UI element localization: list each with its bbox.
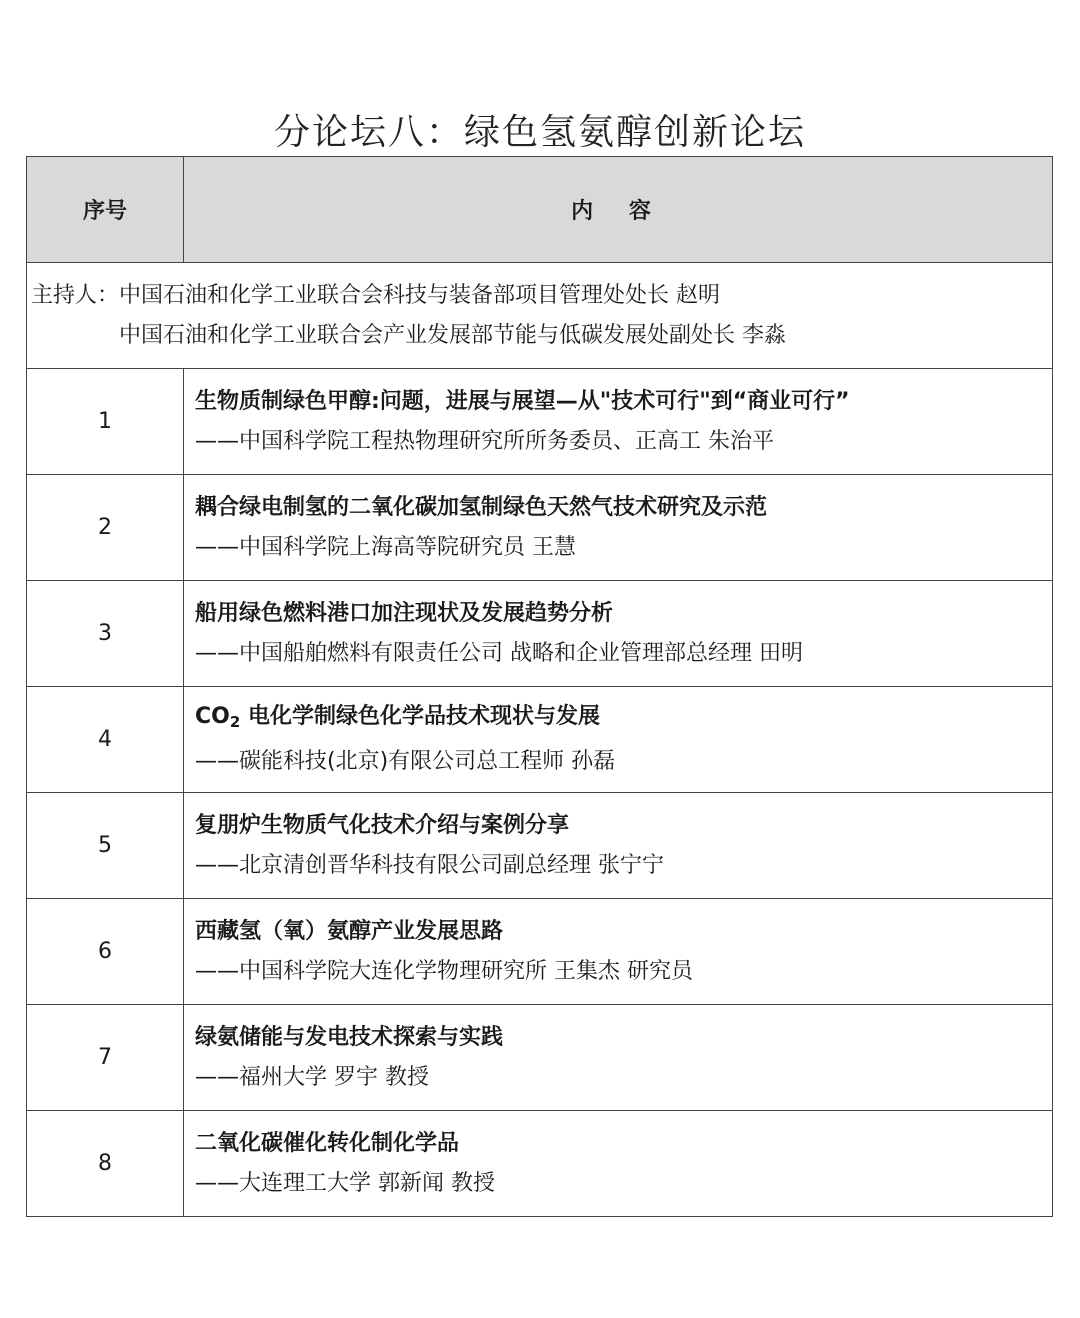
row-number: 2 xyxy=(27,475,184,581)
page-title: 分论坛八：绿色氢氨醇创新论坛 xyxy=(273,112,806,153)
talk-title: 二氧化碳催化转化制化学品 xyxy=(195,1130,460,1156)
row-number: 4 xyxy=(27,687,184,793)
schedule-table xyxy=(26,156,1053,1217)
row-number: 1 xyxy=(27,369,184,475)
talk-title-subscript: 2 xyxy=(229,713,241,731)
column-header-number: 序号 xyxy=(27,157,184,263)
row-content xyxy=(184,1111,1053,1217)
table-row xyxy=(27,369,1053,475)
talk-title: 船用绿色燃料港口加注现状及发展趋势分析 xyxy=(195,600,614,626)
host-line-2: 中国石油和化学工业联合会产业发展部节能与低碳发展处副处长 李淼 xyxy=(119,322,787,348)
talk-speaker: ——福州大学 罗宇 教授 xyxy=(195,1064,429,1090)
row-number: 6 xyxy=(27,899,184,1005)
talk-speaker: ——中国科学院工程热物理研究所所务委员、正高工 朱治平 xyxy=(195,428,774,454)
row-number: 7 xyxy=(27,1005,184,1111)
row-number: 8 xyxy=(27,1111,184,1217)
column-header-content: 内 容 xyxy=(184,157,1053,263)
row-content xyxy=(184,369,1053,475)
talk-title-text: 电化学制绿色化学品技术现状与发展 xyxy=(240,704,600,729)
talk-title: 西藏氢（氧）氨醇产业发展思路 xyxy=(195,918,504,944)
talk-title: 生物质制绿色甲醇:问题，进展与展望—从"技术可行"到“商业可行” xyxy=(195,388,850,414)
talk-speaker: ——大连理工大学 郭新闻 教授 xyxy=(195,1170,495,1196)
table-row xyxy=(27,1111,1053,1217)
talk-speaker: ——北京清创晋华科技有限公司副总经理 张宁宁 xyxy=(195,852,664,878)
row-number: 5 xyxy=(27,793,184,899)
talk-speaker: ——中国科学院大连化学物理研究所 王集杰 研究员 xyxy=(195,958,693,984)
row-content xyxy=(184,1005,1053,1111)
row-content xyxy=(184,899,1053,1005)
row-content xyxy=(184,475,1053,581)
talk-title: 耦合绿电制氢的二氧化碳加氢制绿色天然气技术研究及示范 xyxy=(195,494,768,520)
talk-title: 绿氨储能与发电技术探索与实践 xyxy=(195,1024,504,1050)
host-row xyxy=(27,263,1053,369)
table-row xyxy=(27,899,1053,1005)
host-label: 主持人： xyxy=(31,282,120,308)
row-content xyxy=(184,581,1053,687)
row-content xyxy=(184,793,1053,899)
talk-title-prefix: CO xyxy=(195,704,230,729)
table-header-row xyxy=(27,157,1053,263)
row-content xyxy=(184,687,1053,793)
row-number: 3 xyxy=(27,581,184,687)
table-row xyxy=(27,475,1053,581)
table-row xyxy=(27,793,1053,899)
talk-speaker: ——碳能科技(北京)有限公司总工程师 孙磊 xyxy=(195,749,616,774)
table-row xyxy=(27,687,1053,793)
host-cell xyxy=(27,263,1053,369)
table-row xyxy=(27,581,1053,687)
talk-speaker: ——中国船舶燃料有限责任公司 战略和企业管理部总经理 田明 xyxy=(195,640,803,666)
talk-speaker: ——中国科学院上海高等院研究员 王慧 xyxy=(195,534,576,560)
host-line-1: 中国石油和化学工业联合会科技与装备部项目管理处处长 赵明 xyxy=(119,282,721,308)
talk-title: 复朋炉生物质气化技术介绍与案例分享 xyxy=(195,812,570,838)
table-row xyxy=(27,1005,1053,1111)
talk-title xyxy=(195,697,1052,742)
